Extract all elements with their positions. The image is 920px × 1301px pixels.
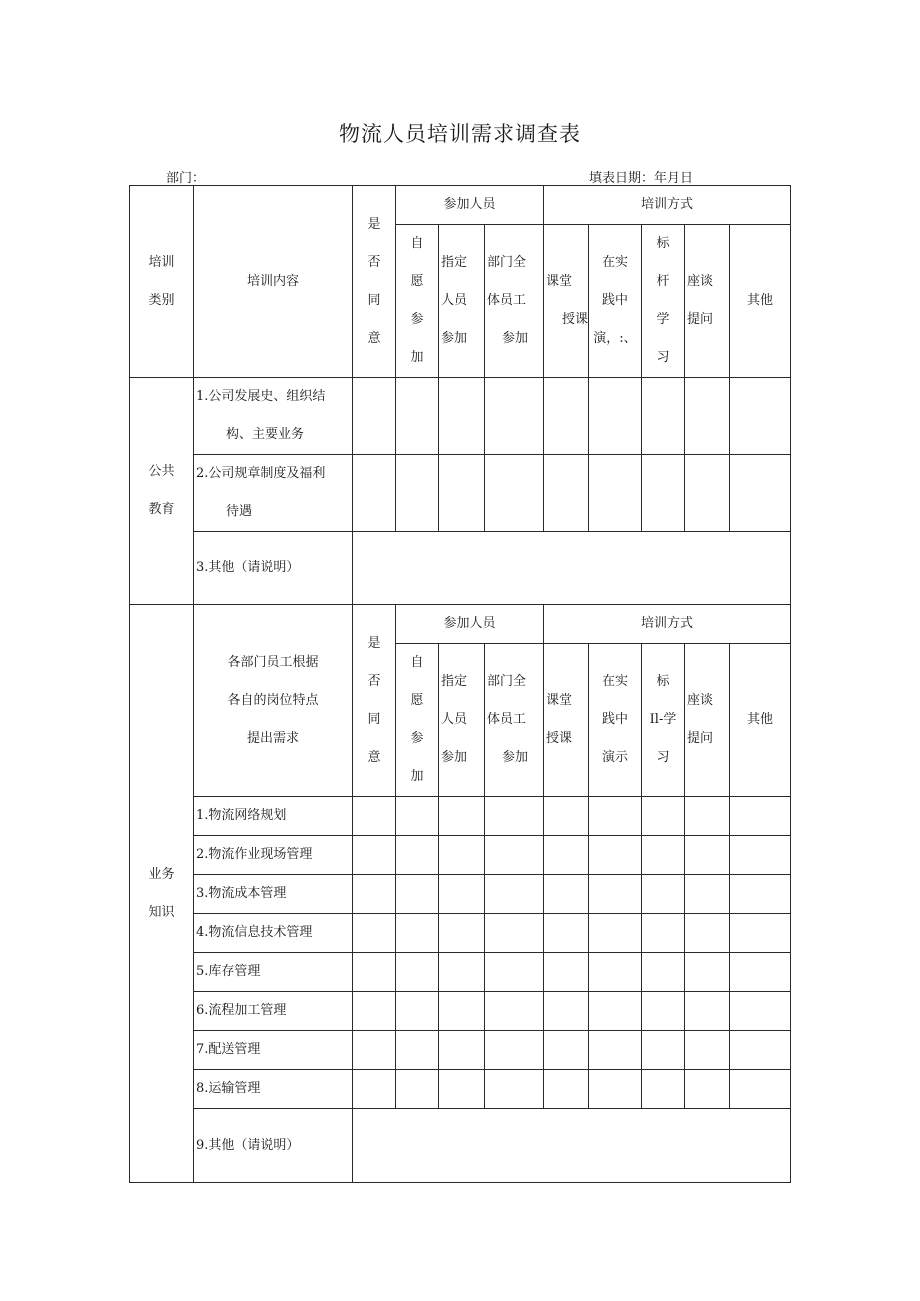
answer-cell[interactable] bbox=[589, 1031, 642, 1070]
answer-cell[interactable] bbox=[439, 836, 485, 875]
answer-cell[interactable] bbox=[439, 992, 485, 1031]
business-item: 2.物流作业现场管理 bbox=[194, 836, 353, 875]
public-item-2: 2.公司规章制度及福利 待遇 bbox=[194, 455, 353, 532]
answer-cell[interactable] bbox=[396, 797, 439, 836]
answer-cell[interactable] bbox=[642, 836, 685, 875]
business-header-benchmark: 标 Il-学 习 bbox=[642, 644, 685, 797]
header-category: 培训 类别 bbox=[130, 186, 194, 378]
department-label: 部门： bbox=[166, 171, 206, 186]
answer-cell[interactable] bbox=[485, 455, 544, 532]
answer-cell[interactable] bbox=[642, 1031, 685, 1070]
answer-cell[interactable] bbox=[642, 797, 685, 836]
header-agree: 是 否 同 意 bbox=[353, 186, 396, 378]
business-item: 5.库存管理 bbox=[194, 953, 353, 992]
header-voluntary: 自 愿 参 加 bbox=[396, 225, 439, 378]
answer-cell[interactable] bbox=[353, 992, 396, 1031]
answer-cell[interactable] bbox=[544, 455, 589, 532]
business-header-voluntary: 自 愿 参 加 bbox=[396, 644, 439, 797]
header-seminar: 座谈 提问 bbox=[685, 225, 730, 378]
business-other-explain[interactable] bbox=[353, 1109, 791, 1183]
fill-date-label: 填表日期：年月日 bbox=[589, 171, 694, 186]
answer-cell[interactable] bbox=[589, 1070, 642, 1109]
answer-cell[interactable] bbox=[439, 797, 485, 836]
answer-cell[interactable] bbox=[439, 914, 485, 953]
answer-cell[interactable] bbox=[544, 797, 589, 836]
answer-cell[interactable] bbox=[439, 378, 485, 455]
answer-cell[interactable] bbox=[396, 1031, 439, 1070]
answer-cell[interactable] bbox=[730, 797, 791, 836]
answer-cell[interactable] bbox=[485, 992, 544, 1031]
training-survey-table bbox=[129, 185, 791, 1183]
answer-cell[interactable] bbox=[396, 455, 439, 532]
answer-cell[interactable] bbox=[485, 953, 544, 992]
business-header-practice: 在实 践中 演示 bbox=[589, 644, 642, 797]
answer-cell[interactable] bbox=[544, 875, 589, 914]
public-other-explain[interactable] bbox=[353, 532, 791, 605]
header-practice: 在实 践中 演，:、 bbox=[589, 225, 642, 378]
answer-cell[interactable] bbox=[730, 953, 791, 992]
answer-cell[interactable] bbox=[353, 378, 396, 455]
answer-cell[interactable] bbox=[353, 836, 396, 875]
business-item: 7.配送管理 bbox=[194, 1031, 353, 1070]
answer-cell[interactable] bbox=[544, 992, 589, 1031]
header-participants: 参加人员 bbox=[396, 186, 544, 225]
answer-cell[interactable] bbox=[589, 914, 642, 953]
header-content: 培训内容 bbox=[194, 186, 353, 378]
header-classroom: 课堂 授课 bbox=[544, 225, 589, 378]
business-header-other: 其他 bbox=[730, 644, 791, 797]
answer-cell[interactable] bbox=[353, 455, 396, 532]
answer-cell[interactable] bbox=[589, 378, 642, 455]
answer-cell[interactable] bbox=[642, 1070, 685, 1109]
answer-cell[interactable] bbox=[730, 875, 791, 914]
answer-cell[interactable] bbox=[685, 1070, 730, 1109]
answer-cell[interactable] bbox=[685, 378, 730, 455]
answer-cell[interactable] bbox=[642, 953, 685, 992]
public-item-1: 1.公司发展史、组织结 构、主要业务 bbox=[194, 378, 353, 455]
answer-cell[interactable] bbox=[353, 875, 396, 914]
answer-cell[interactable] bbox=[353, 914, 396, 953]
answer-cell[interactable] bbox=[485, 1070, 544, 1109]
business-item: 4.物流信息技术管理 bbox=[194, 914, 353, 953]
answer-cell[interactable] bbox=[396, 914, 439, 953]
answer-cell[interactable] bbox=[544, 378, 589, 455]
answer-cell[interactable] bbox=[396, 836, 439, 875]
business-item: 6.流程加工管理 bbox=[194, 992, 353, 1031]
answer-cell[interactable] bbox=[396, 378, 439, 455]
business-header-participants: 参加人员 bbox=[396, 605, 544, 644]
answer-cell[interactable] bbox=[439, 875, 485, 914]
header-benchmark: 标 杆 学 习 bbox=[642, 225, 685, 378]
answer-cell[interactable] bbox=[396, 875, 439, 914]
answer-cell[interactable] bbox=[685, 836, 730, 875]
business-item: 8.运输管理 bbox=[194, 1070, 353, 1109]
answer-cell[interactable] bbox=[544, 1031, 589, 1070]
answer-cell[interactable] bbox=[485, 797, 544, 836]
answer-cell[interactable] bbox=[730, 914, 791, 953]
answer-cell[interactable] bbox=[730, 455, 791, 532]
business-intro: 各部门员工根据 各自的岗位特点 提出需求 bbox=[194, 605, 353, 797]
answer-cell[interactable] bbox=[485, 378, 544, 455]
answer-cell[interactable] bbox=[544, 953, 589, 992]
answer-cell[interactable] bbox=[353, 797, 396, 836]
answer-cell[interactable] bbox=[730, 378, 791, 455]
answer-cell[interactable] bbox=[589, 836, 642, 875]
answer-cell[interactable] bbox=[396, 1070, 439, 1109]
answer-cell[interactable] bbox=[642, 992, 685, 1031]
business-category: 业务 知识 bbox=[130, 605, 194, 1183]
answer-cell[interactable] bbox=[730, 1070, 791, 1109]
answer-cell[interactable] bbox=[544, 914, 589, 953]
answer-cell[interactable] bbox=[685, 797, 730, 836]
answer-cell[interactable] bbox=[685, 953, 730, 992]
business-item: 3.物流成本管理 bbox=[194, 875, 353, 914]
page-title: 物流人员培训需求调查表 bbox=[339, 122, 581, 146]
public-item-other: 3.其他（请说明） bbox=[194, 532, 353, 605]
header-methods: 培训方式 bbox=[544, 186, 791, 225]
business-header-seminar: 座谈 提问 bbox=[685, 644, 730, 797]
business-header-all-staff: 部门全 体员工 参加 bbox=[485, 644, 544, 797]
answer-cell[interactable] bbox=[544, 1070, 589, 1109]
public-category: 公共 教育 bbox=[130, 378, 194, 605]
answer-cell[interactable] bbox=[730, 1031, 791, 1070]
answer-cell[interactable] bbox=[642, 455, 685, 532]
answer-cell[interactable] bbox=[685, 992, 730, 1031]
answer-cell[interactable] bbox=[685, 1031, 730, 1070]
business-header-classroom: 课堂 授课 bbox=[544, 644, 589, 797]
answer-cell[interactable] bbox=[439, 1031, 485, 1070]
answer-cell[interactable] bbox=[685, 875, 730, 914]
answer-cell[interactable] bbox=[485, 836, 544, 875]
answer-cell[interactable] bbox=[589, 992, 642, 1031]
answer-cell[interactable] bbox=[485, 1031, 544, 1070]
answer-cell[interactable] bbox=[396, 953, 439, 992]
header-designated: 指定 人员 参加 bbox=[439, 225, 485, 378]
answer-cell[interactable] bbox=[485, 914, 544, 953]
answer-cell[interactable] bbox=[589, 455, 642, 532]
header-other: 其他 bbox=[730, 225, 791, 378]
answer-cell[interactable] bbox=[685, 455, 730, 532]
business-header-designated: 指定 人员 参加 bbox=[439, 644, 485, 797]
business-item-other: 9.其他（请说明） bbox=[194, 1109, 353, 1183]
answer-cell[interactable] bbox=[353, 1031, 396, 1070]
answer-cell[interactable] bbox=[642, 914, 685, 953]
answer-cell[interactable] bbox=[685, 914, 730, 953]
business-item: 1.物流网络规划 bbox=[194, 797, 353, 836]
header-all-staff: 部门全 体员工 参加 bbox=[485, 225, 544, 378]
business-header-methods: 培训方式 bbox=[544, 605, 791, 644]
answer-cell[interactable] bbox=[353, 1070, 396, 1109]
answer-cell[interactable] bbox=[353, 953, 396, 992]
answer-cell[interactable] bbox=[642, 378, 685, 455]
answer-cell[interactable] bbox=[642, 875, 685, 914]
business-header-agree: 是 否 同 意 bbox=[353, 605, 396, 797]
answer-cell[interactable] bbox=[439, 455, 485, 532]
answer-cell[interactable] bbox=[589, 875, 642, 914]
answer-cell[interactable] bbox=[544, 836, 589, 875]
answer-cell[interactable] bbox=[485, 875, 544, 914]
answer-cell[interactable] bbox=[730, 992, 791, 1031]
answer-cell[interactable] bbox=[396, 992, 439, 1031]
answer-cell[interactable] bbox=[589, 797, 642, 836]
answer-cell[interactable] bbox=[439, 1070, 485, 1109]
answer-cell[interactable] bbox=[439, 953, 485, 992]
answer-cell[interactable] bbox=[730, 836, 791, 875]
answer-cell[interactable] bbox=[589, 953, 642, 992]
